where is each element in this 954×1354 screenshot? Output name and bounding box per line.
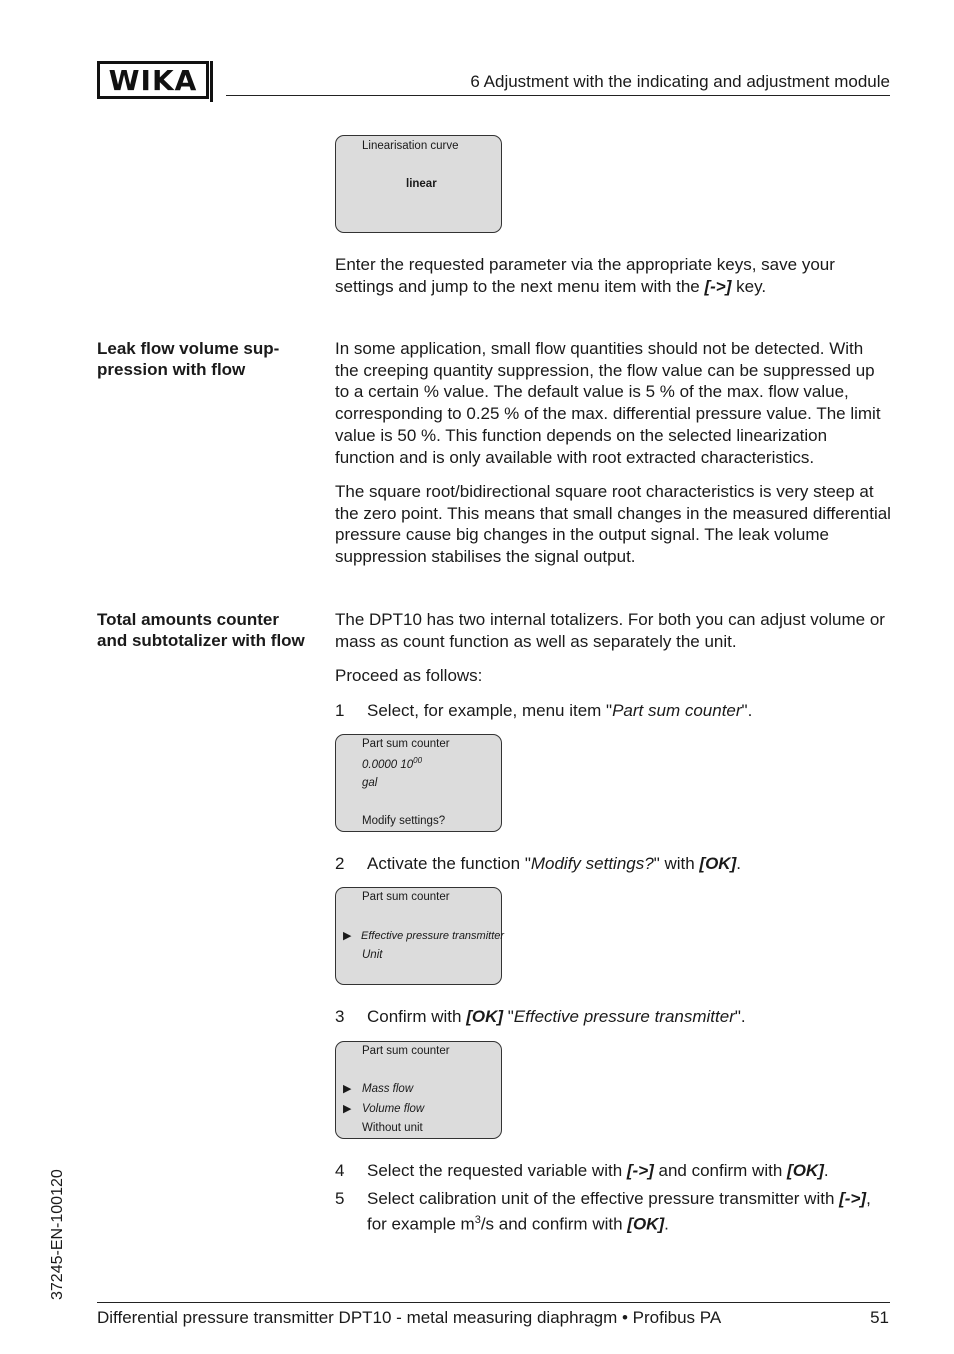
step-text-italic: Modify settings? bbox=[530, 854, 654, 873]
step-text: Select calibration unit of the effective pressure transmitter with bbox=[367, 1189, 840, 1208]
selection-arrow-icon: ▶ bbox=[343, 930, 352, 942]
lcd-title: Part sum counter bbox=[362, 1045, 450, 1057]
step-text: . bbox=[664, 1214, 669, 1234]
step-key: [OK] bbox=[627, 1214, 665, 1234]
lcd-menu-item: Mass flow bbox=[362, 1083, 414, 1095]
display-part-sum-units bbox=[335, 1041, 502, 1139]
lcd-value: linear bbox=[406, 178, 437, 190]
step-number: 2 bbox=[335, 854, 345, 873]
step-4 bbox=[335, 1160, 891, 1182]
lcd-menu-item: Effective pressure transmitter bbox=[361, 930, 505, 942]
step-key: [->] bbox=[626, 1161, 654, 1180]
proceed-text: Proceed as follows: bbox=[335, 666, 483, 685]
step-5 bbox=[335, 1188, 891, 1235]
lcd-menu-item: Without unit bbox=[362, 1122, 423, 1134]
leak-flow-para-1: In some application, small flow quantities should not be detected. With the creeping quantity suppression, the flow value can be suppressed up to a certain % value. The default value is 5 % of the max. flow value, corresponding to 0.25 % of the max. differential pressure value. The limit value is 50 %. This function depends on the selected linearization function and is only available with root extracted characteristics. bbox=[335, 339, 881, 467]
step-text: " bbox=[503, 1007, 514, 1026]
step-text: ". bbox=[734, 1007, 746, 1026]
step-key: [->] bbox=[839, 1189, 867, 1208]
step-2 bbox=[335, 853, 891, 875]
step-text: . bbox=[736, 854, 741, 873]
step-number: 5 bbox=[335, 1189, 345, 1208]
footer-rule bbox=[97, 1302, 890, 1303]
leak-flow-heading bbox=[97, 338, 312, 380]
page-number: 51 bbox=[870, 1308, 889, 1327]
selection-arrow-icon: ▶ bbox=[343, 1103, 352, 1115]
lcd-value-mantissa: 0.0000 10 bbox=[362, 758, 414, 771]
step-text: Activate the function " bbox=[367, 854, 531, 873]
step-text: . bbox=[823, 1161, 829, 1180]
lcd-menu-item: Unit bbox=[362, 949, 383, 961]
step-key: [OK] bbox=[699, 854, 737, 873]
step-text: Confirm with bbox=[367, 1007, 467, 1026]
step-1 bbox=[335, 700, 891, 722]
step-text-italic: Part sum counter bbox=[612, 701, 742, 720]
step-text: Select the requested variable with bbox=[367, 1161, 627, 1180]
step-text: and confirm with bbox=[653, 1161, 788, 1180]
lcd-title: Part sum counter bbox=[362, 738, 450, 750]
intro-text-end: key. bbox=[731, 276, 767, 296]
step-text-italic: Effective pressure transmitter bbox=[513, 1007, 735, 1026]
section-title: 6 Adjustment with the indicating and adjustment module bbox=[470, 72, 890, 91]
step-number: 1 bbox=[335, 701, 345, 720]
intro-paragraph bbox=[335, 254, 891, 297]
step-text: , for example m bbox=[367, 1189, 871, 1234]
intro-key: [->] bbox=[704, 276, 732, 296]
step-key: [OK] bbox=[466, 1007, 504, 1026]
totals-heading: Total amounts counter and subtotalizer with flow bbox=[97, 610, 305, 650]
logo-text: WIKA bbox=[108, 63, 198, 97]
display-part-sum bbox=[335, 734, 502, 832]
wika-logo bbox=[97, 61, 209, 99]
display-linearisation bbox=[335, 135, 502, 233]
step-text: " with bbox=[653, 854, 700, 873]
step-text: /s and confirm with bbox=[480, 1214, 628, 1234]
step-key: [OK] bbox=[787, 1161, 824, 1180]
display-part-sum-menu bbox=[335, 887, 505, 985]
leak-flow-para-2: The square root/bidirectional square root characteristics is very steep at the zero point. This means that small changes in the measured differential pressure cause big changes in the output signal. The leak volume suppression stabilises the signal output. bbox=[335, 482, 891, 567]
step-superscript: 3 bbox=[474, 1213, 481, 1226]
document-code: 37245-EN-100120 bbox=[49, 1169, 66, 1300]
step-number: 4 bbox=[335, 1161, 345, 1180]
lcd-value-exponent: 00 bbox=[413, 756, 423, 765]
step-3 bbox=[335, 1006, 891, 1028]
step-number: 3 bbox=[335, 1007, 345, 1026]
selection-arrow-icon: ▶ bbox=[343, 1083, 352, 1095]
lcd-title: Linearisation curve bbox=[362, 140, 459, 152]
intro-text: Enter the requested parameter via the appropriate keys, save your settings and jump to the next menu item with the bbox=[335, 255, 835, 296]
step-text: ". bbox=[741, 701, 753, 720]
totals-para-1: The DPT10 has two internal totalizers. For both you can adjust volume or mass as count function as well as separately the unit. bbox=[335, 610, 885, 651]
lcd-value bbox=[362, 756, 422, 771]
header-rule bbox=[226, 95, 890, 96]
leak-flow-heading-text: Leak flow volume sup-pression with flow bbox=[97, 339, 280, 379]
step-text: Select, for example, menu item " bbox=[367, 701, 613, 720]
lcd-unit: gal bbox=[362, 777, 378, 789]
lcd-menu-item: Volume flow bbox=[362, 1103, 425, 1115]
lcd-prompt: Modify settings? bbox=[362, 815, 446, 827]
lcd-title: Part sum counter bbox=[362, 891, 450, 903]
footer-title: Differential pressure transmitter DPT10 - metal measuring diaphragm • Profibus PA bbox=[97, 1308, 722, 1327]
